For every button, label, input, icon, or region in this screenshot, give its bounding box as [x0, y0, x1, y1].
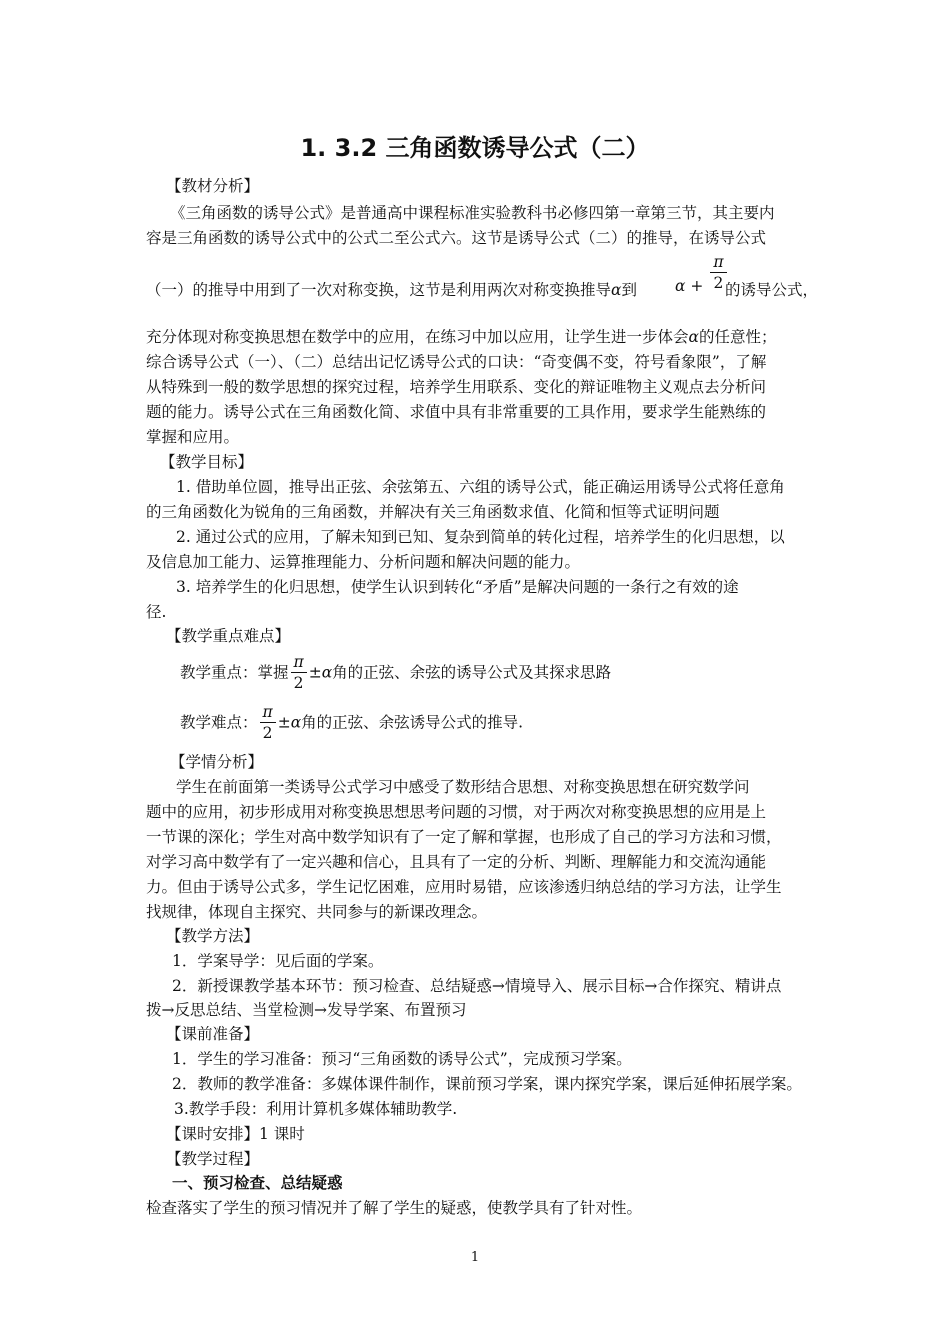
text-segment: 到 — [621, 281, 637, 299]
text-segment: 角的正弦、余弦的诱导公式及其探求思路 — [332, 663, 612, 682]
key-point-line — [180, 652, 611, 693]
fraction-pi-over-2 — [291, 652, 307, 693]
paragraph-line: 检查落实了学生的预习情况并了解了学生的疑惑，使教学具有了针对性。 — [146, 1199, 643, 1217]
section-heading-preparation: 【课前准备】 — [166, 1025, 260, 1043]
fraction-denominator: 2 — [293, 674, 304, 692]
text-segment: 角的正弦、余弦诱导公式的推导. — [301, 713, 524, 732]
fraction-numerator: π — [710, 252, 726, 273]
text-segment: 教学重点：掌握 — [180, 663, 289, 682]
section-heading-student-analysis: 【学情分析】 — [170, 753, 264, 771]
paragraph-line: 3.教学手段：利用计算机多媒体辅助教学. — [174, 1100, 458, 1118]
section-heading-key-points: 【教学重点难点】 — [166, 627, 291, 645]
paragraph-line: 2．教师的教学准备：多媒体课件制作，课前预习学案，课内探究学案，课后延伸拓展学案。 — [172, 1075, 802, 1093]
paragraph-line: 找规律，体现自主探究、共同参与的新课改理念。 — [146, 903, 488, 921]
fraction-numerator: π — [291, 652, 307, 673]
section-heading-textbook-analysis: 【教材分析】 — [166, 177, 260, 195]
paragraph-line: 学生在前面第一类诱导公式学习中感受了数形结合思想、对称变换思想在研究数学问 — [176, 778, 750, 796]
paragraph-line: 《三角函数的诱导公式》是普通高中课程标准实验教科书必修四第一章第三节，其主要内 — [170, 204, 775, 222]
paragraph-line: 从特殊到一般的数学思想的探究过程，培养学生用联系、变化的辩证唯物主义观点去分析问 — [146, 378, 767, 396]
paragraph-line: 题的能力。诱导公式在三角函数化简、求值中具有非常重要的工具作用，要求学生能熟练的 — [146, 403, 767, 421]
plus-minus-alpha: ±α — [277, 713, 302, 732]
text-segment: 教学难点： — [180, 713, 258, 732]
fraction-denominator: 2 — [713, 274, 724, 292]
paragraph-line: 1．学生的学习准备：预习“三角函数的诱导公式”，完成预习学案。 — [172, 1050, 632, 1068]
paragraph-line: 综合诱导公式（一）、（二）总结出记忆诱导公式的口诀：“奇变偶不变，符号看象限”，了解 — [146, 353, 767, 371]
paragraph-line-with-formula — [146, 327, 777, 347]
fraction-denominator: 2 — [262, 724, 273, 742]
page-title: 1. 3.2 三角函数诱导公式（二） — [300, 134, 650, 162]
text-segment: （一）的推导中用到了一次对称变换，这节是利用两次对称变换推导 — [146, 281, 612, 299]
page-number: 1 — [470, 1250, 480, 1265]
section-heading-teaching-goals: 【教学目标】 — [160, 453, 254, 471]
fraction-pi-over-2 — [260, 702, 276, 743]
paragraph-line: 拨→反思总结、当堂检测→发导学案、布置预习 — [146, 1001, 467, 1019]
alpha-plus: α + — [675, 276, 704, 295]
paragraph-line: 掌握和应用。 — [146, 428, 240, 446]
alpha-symbol: α — [611, 281, 622, 299]
paragraph-line: 题中的应用，初步形成用对称变换思想思考问题的习惯，对于两次对称变换思想的应用是上 — [146, 803, 767, 821]
text-segment: 充分体现对称变换思想在数学中的应用，在练习中加以应用，让学生进一步体会 — [146, 328, 689, 346]
paragraph-line: 力。但由于诱导公式多，学生记忆困难，应用时易错，应该渗透归纳总结的学习方法，让学生 — [146, 878, 782, 896]
paragraph-line: 3. 培养学生的化归思想，使学生认识到转化“矛盾”是解决问题的一条行之有效的途 — [176, 578, 739, 596]
section-heading-teaching-methods: 【教学方法】 — [166, 927, 260, 945]
paragraph-line: 的三角函数化为锐角的三角函数，并解决有关三角函数求值、化简和恒等式证明问题 — [146, 503, 720, 521]
paragraph-line: 容是三角函数的诱导公式中的公式二至公式六。这节是诱导公式（二）的推导，在诱导公式 — [146, 229, 767, 247]
difficult-point-line — [180, 702, 523, 743]
paragraph-line: 2．新授课教学基本环节：预习检查、总结疑惑→情境导入、展示目标→合作探究、精讲点 — [172, 977, 782, 995]
section-heading-schedule: 【课时安排】1 课时 — [166, 1125, 305, 1143]
paragraph-line: 2. 通过公式的应用，了解未知到已知、复杂到简单的转化过程，培养学生的化归思想，以 — [176, 528, 785, 546]
plus-minus-alpha: ±α — [308, 663, 333, 682]
alpha-symbol: α — [688, 328, 699, 346]
paragraph-line: 及信息加工能力、运算推理能力、分析问题和解决问题的能力。 — [146, 553, 581, 571]
paragraph-line: 径. — [146, 603, 167, 621]
paragraph-line: 1. 借助单位圆，推导出正弦、余弦第五、六组的诱导公式，能正确运用诱导公式将任意角 — [176, 478, 785, 496]
step-heading: 一、预习检查、总结疑惑 — [172, 1174, 343, 1192]
paragraph-line: 1．学案导学：见后面的学案。 — [172, 952, 384, 970]
paragraph-line-with-formula — [146, 280, 637, 300]
text-segment: 的诱导公式， — [725, 281, 819, 299]
text-segment: 的任意性； — [698, 328, 777, 346]
fraction-numerator: π — [260, 702, 276, 723]
section-heading-process: 【教学过程】 — [166, 1150, 260, 1168]
paragraph-line: 一节课的深化；学生对高中数学知识有了一定了解和掌握，也形成了自己的学习方法和习惯， — [146, 828, 782, 846]
paragraph-line: 对学习高中数学有了一定兴趣和信心，且具有了一定的分析、判断、理解能力和交流沟通能 — [146, 853, 767, 871]
formula-alpha-plus-pi-over-2 — [675, 252, 729, 293]
